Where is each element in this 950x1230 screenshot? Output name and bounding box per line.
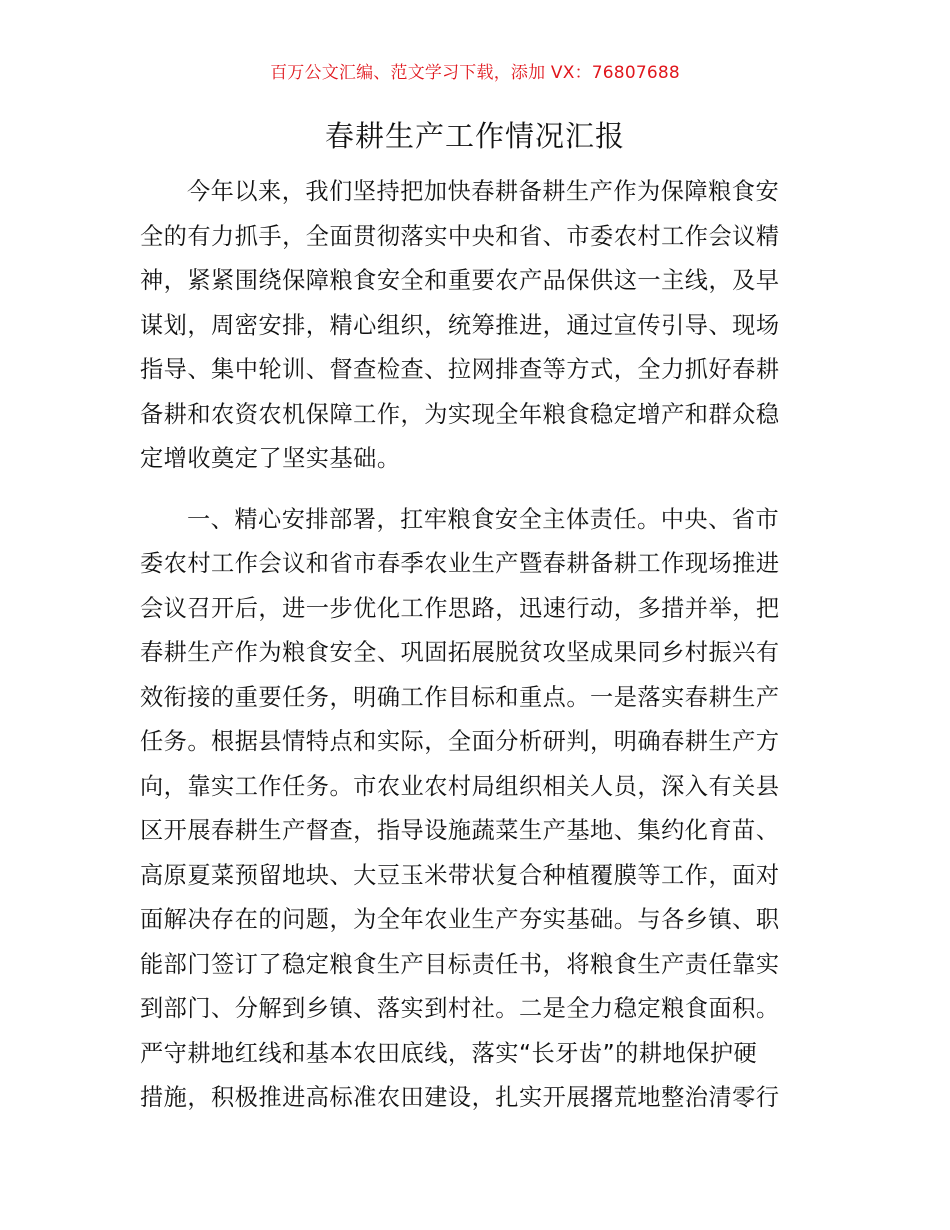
paragraph-line: 指导、集中轮训、督查检查、拉网排查等方式，全力抓好春耕 (140, 356, 780, 383)
paragraph-line: 高原夏菜预留地块、大豆玉米带状复合种植覆膜等工作，面对 (140, 861, 780, 889)
paragraph-line: 谋划，周密安排，精心组织，统筹推进，通过宣传引导、现场 (140, 311, 780, 339)
paragraph-line: 向，靠实工作任务。市农业农村局组织相关人员，深入有关县 (140, 772, 780, 800)
paragraph-line: 到部门、分解到乡镇、落实到村社。二是全力稳定粮食面积。 (140, 995, 780, 1022)
paragraph-line: 春耕生产作为粮食安全、巩固拓展脱贫攻坚成果同乡村振兴有 (140, 639, 780, 666)
page-title: 春耕生产工作情况汇报 (324, 119, 625, 153)
paragraph-line: 严守耕地红线和基本农田底线，落实“长牙齿”的耕地保护硬 (140, 1039, 758, 1067)
paragraph-line: 措施，积极推进高标准农田建设，扎实开展撂荒地整治清零行 (140, 1084, 780, 1111)
paragraph-line: 全的有力抓手，全面贯彻落实中央和省、市委农村工作会议精 (140, 222, 780, 250)
paragraph-line: 区开展春耕生产督查，指导设施蔬菜生产基地、集约化育苗、 (140, 817, 780, 844)
paragraph-intro (140, 170, 812, 482)
paragraph-line: 会议召开后，进一步优化工作思路，迅速行动，多措并举，把 (140, 594, 780, 622)
paragraph-line: 一、精心安排部署，扛牢粮食安全主体责任。中央、省市 (187, 505, 780, 533)
paragraph-line: 委农村工作会议和省市春季农业生产暨春耕备耕工作现场推进 (140, 550, 780, 577)
paragraph-line: 今年以来，我们坚持把加快春耕备耕生产作为保障粮食安 (187, 178, 780, 205)
paragraph-line: 备耕和农资农机保障工作，为实现全年粮食稳定增产和群众稳 (140, 400, 780, 428)
paragraph-line: 能部门签订了稳定粮食生产目标责任书，将粮食生产责任靠实 (140, 950, 780, 978)
paragraph-line: 任务。根据县情特点和实际，全面分析研判，明确春耕生产方 (140, 728, 780, 755)
paragraph-section-one (140, 498, 812, 1121)
paragraph-line: 面解决存在的问题，为全年农业生产夯实基础。与各乡镇、职 (140, 906, 780, 933)
document-body (140, 170, 812, 1121)
paragraph-line: 神，紧紧围绕保障粮食安全和重要农产品保供这一主线，及早 (140, 267, 780, 294)
paragraph-line: 效衔接的重要任务，明确工作目标和重点。一是落实春耕生产 (140, 683, 780, 711)
paragraph-line: 定增收奠定了坚实基础。 (140, 445, 401, 472)
header-watermark: 百万公文汇编、范文学习下载，添加 VX：76807688 (270, 63, 680, 83)
